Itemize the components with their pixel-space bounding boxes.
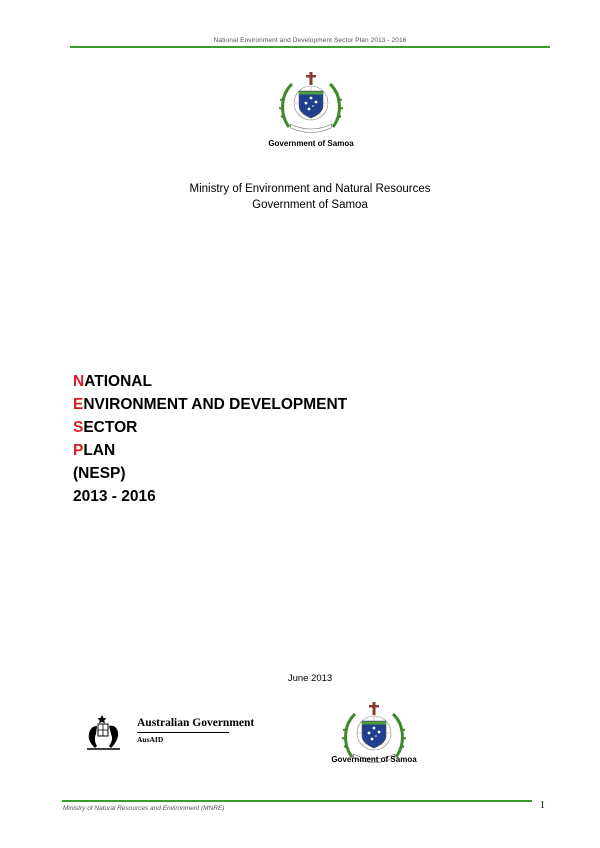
footer-text: Ministry of Natural Resources and Environment (MNRE) [63, 805, 225, 812]
australian-government-name: Australian Government [137, 717, 255, 729]
title-line [73, 416, 347, 439]
title-rest: ATIONAL [84, 373, 152, 390]
title-line [73, 370, 347, 393]
australian-crest-icon [84, 712, 124, 752]
ministry-block [60, 181, 560, 213]
document-title [73, 370, 347, 508]
title-initial: E [73, 396, 84, 413]
samoa-coat-of-arms-icon [276, 71, 346, 137]
title-line [73, 393, 347, 416]
running-header: National Environment and Development Sector Plan 2013 - 2016 [213, 37, 407, 44]
page-number: 1 [540, 800, 545, 811]
title-rest: (NESP) [73, 465, 126, 482]
title-rest: NVIRONMENT AND DEVELOPMENT [83, 396, 348, 413]
bottom-emblem-caption: Government of Samoa [331, 755, 417, 764]
ministry-name: Ministry of Environment and Natural Resources [189, 183, 431, 195]
australian-government-logo [84, 712, 255, 752]
title-initial: P [73, 442, 84, 459]
header-rule [70, 46, 550, 48]
ausaid-label: AusAID [137, 735, 164, 744]
top-emblem-caption: Government of Samoa [268, 139, 354, 148]
title-line [73, 462, 347, 485]
title-initial: N [73, 373, 85, 390]
publication-date: June 2013 [287, 673, 333, 684]
australian-logo-rule [137, 732, 229, 733]
title-rest: 2013 - 2016 [73, 488, 156, 505]
title-line [73, 439, 347, 462]
title-rest: ECTOR [83, 419, 138, 436]
title-rest: LAN [83, 442, 116, 459]
title-initial: S [73, 419, 84, 436]
ministry-government: Government of Samoa [252, 199, 368, 211]
title-line [73, 485, 347, 508]
footer-rule [62, 800, 532, 802]
